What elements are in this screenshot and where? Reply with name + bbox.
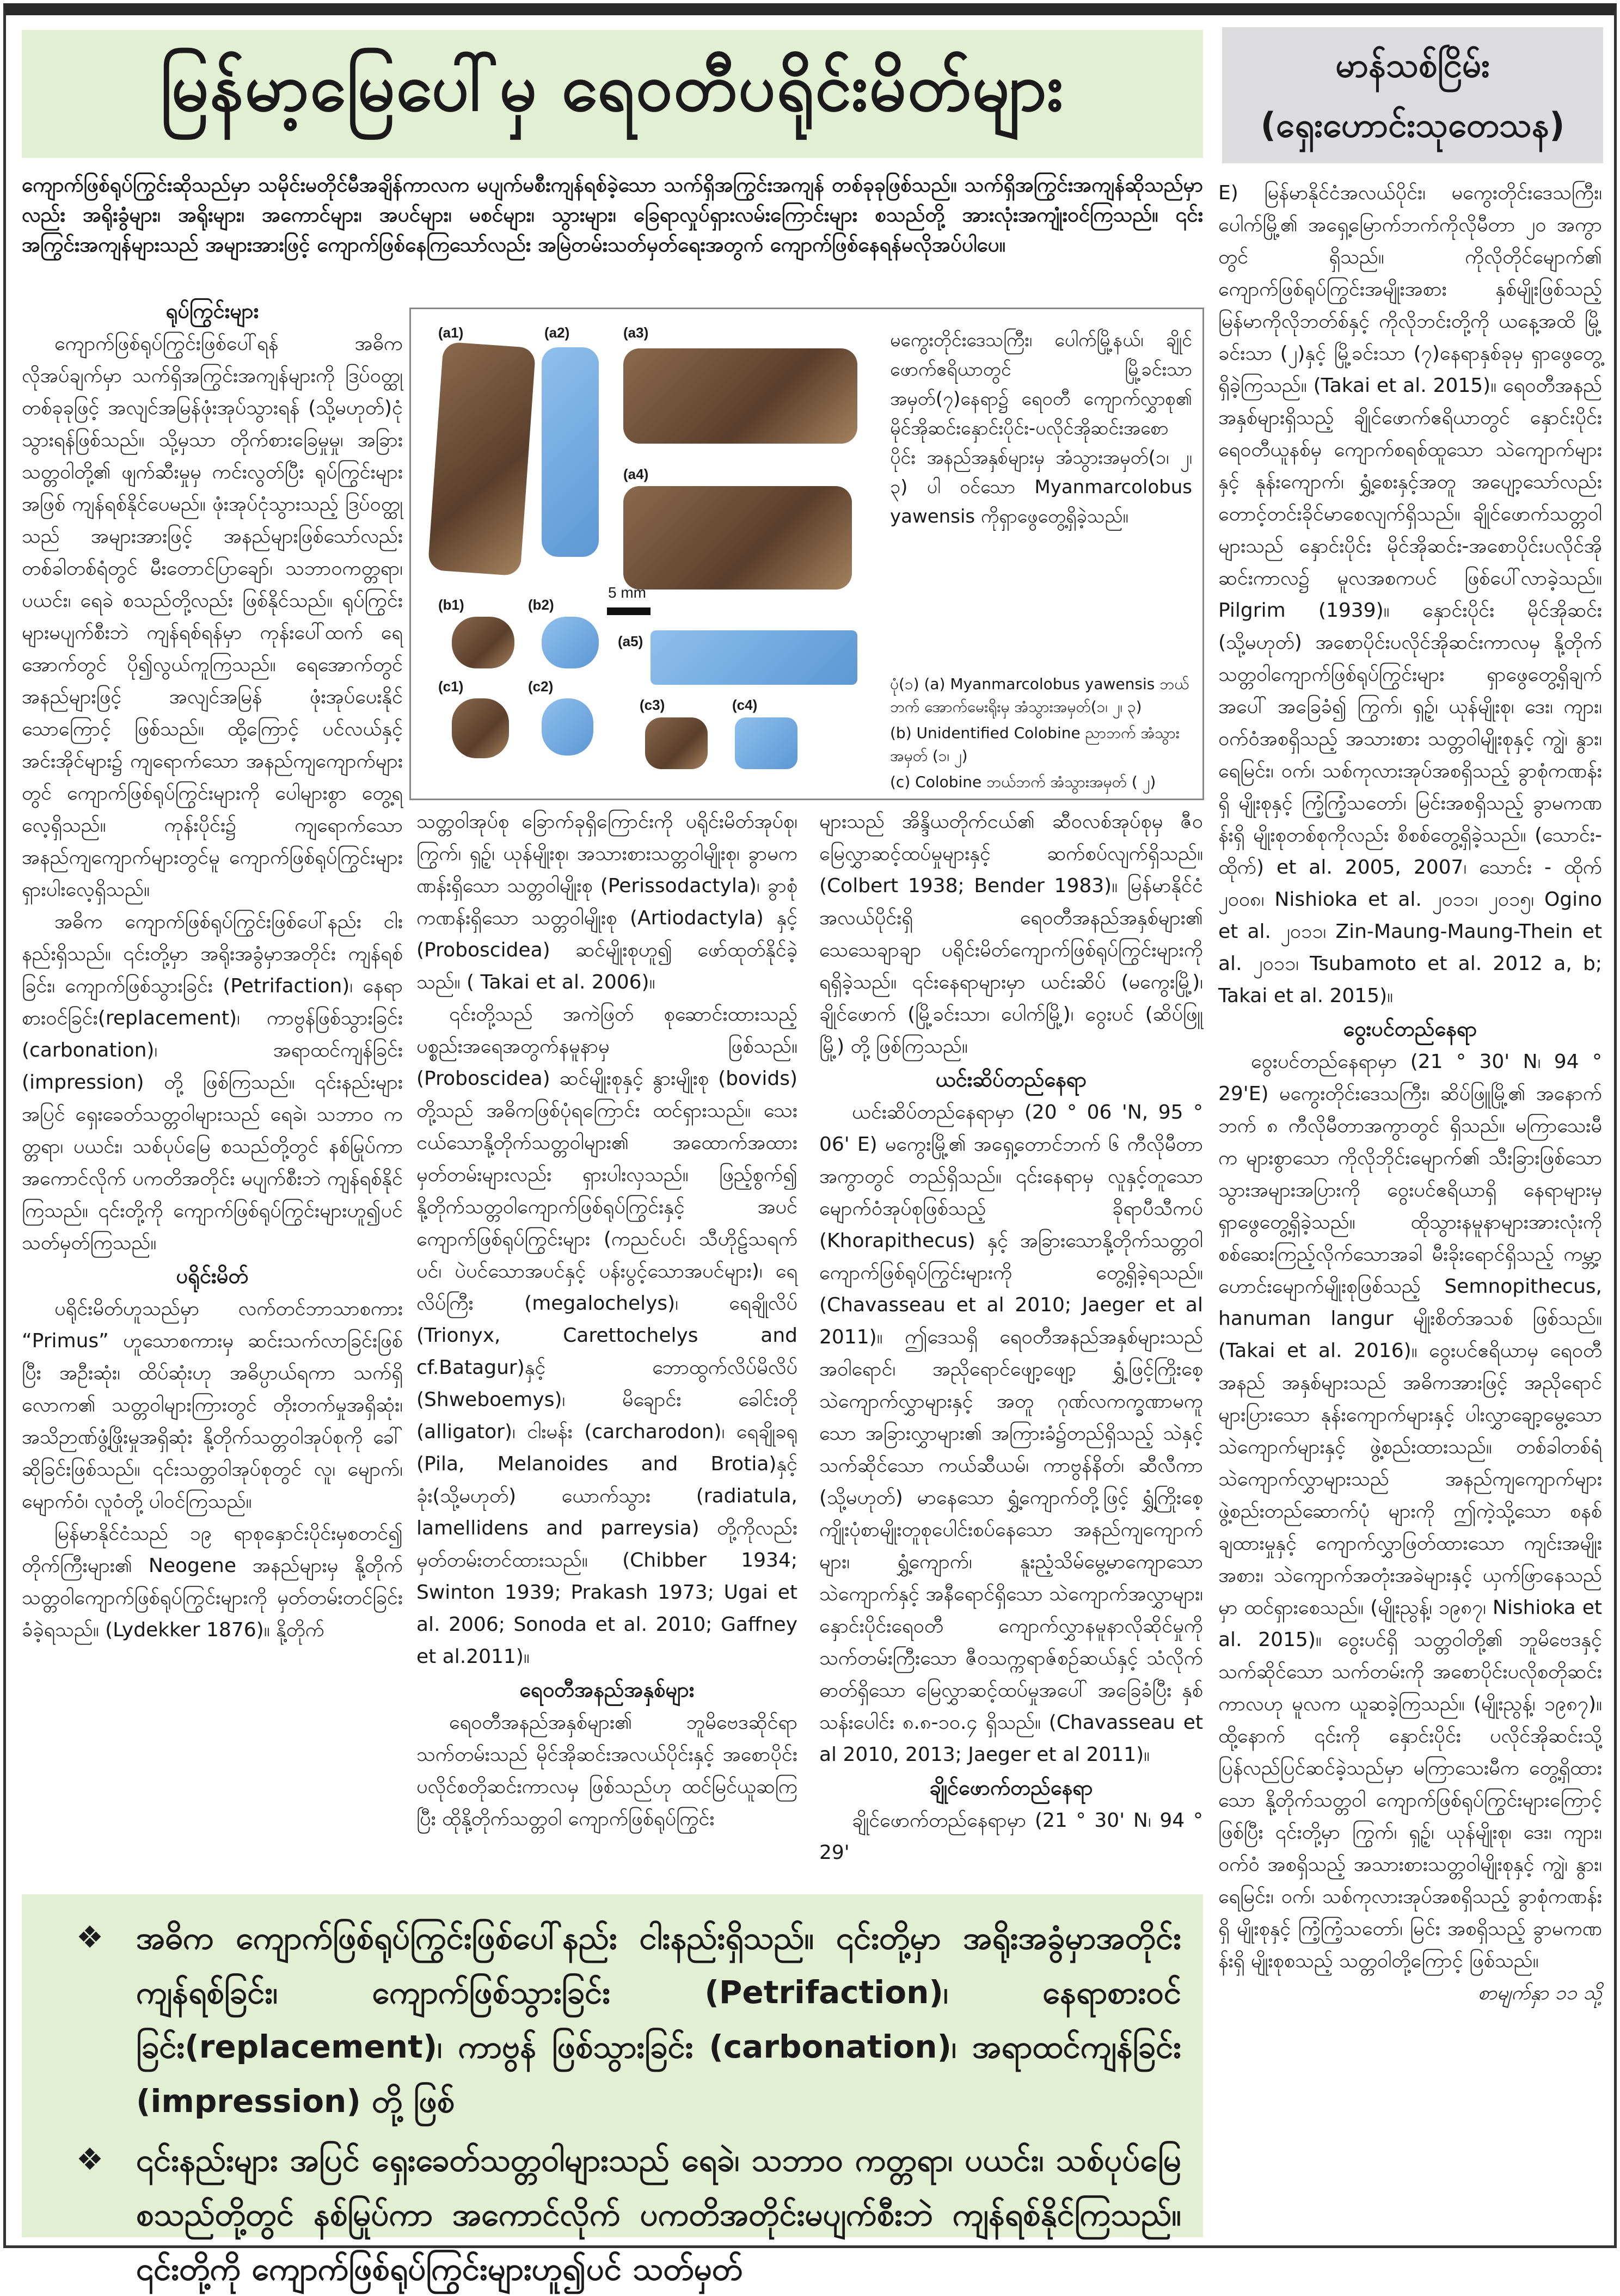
- paragraph: E) မြန်မာနိုင်ငံအလယ်ပိုင်း၊ မကွေးတိုင်းဒေသကြီး၊ ပေါက်မြို့၏ အရှေ့မြောက်ဘက်ကိုလိုမီတာ ၂၀ အကွာတွင် ရှိသည်။ ကိုလိုတိုင်မျောက်၏ ကျောက်ဖြစ်ရုပ်ကြွင်းအမျိုးအစား နှစ်မျိုးဖြစ်သည့် မြန်မာကိုလိုဘတ်စ်နှင့် ကိုလိုဘင်းတို့ကို ယနေ့အထိ မြို့ခင်းသာ (၂)နှင့် မြို့ခင်းသာ (၇)နေရာနှစ်ခုမှ ရှာဖွေတွေ့ရှိခဲ့ကြသည်။ (Takai et al. 2015)။ ရေဝတီအနည် အနှစ်များရှိသည့် ချိုင်ဖောက်ဧရိယာတွင် နှောင်းပိုင်းရေဝတီယူနစ်မှ ကျောက်စရစ်ထူသော သဲကျောက်များနှင့် နုန်းကျောက်၊ ရွှံ့စေးနှင့်အတူ အပျော့သော်လည်း တောင့်တင်းခိုင်မာစေလျက်ရှိသည်။ ချိုင်ဖောက်သတ္တဝါများသည် နှောင်းပိုင်း မိုင်အိုဆင်း-အစောပိုင်းပလိုင်အိုဆင်းကာလ၌ မူလအစကပင် ဖြစ်ပေါ်လာခဲ့သည်။ Pilgrim (1939)။ နှောင်းပိုင်း မိုင်အိုဆင်း (သို့မဟုတ်) အစောပိုင်းပလိုင်အိုဆင်းကာလမှ နို့တိုက်သတ္တဝါကျောက်ဖြစ်ရုပ်ကြွင်းများ ရှာဖွေတွေ့ရှိချက်အပေါ် အခြေခံ၍ ကြွက်၊ ရှဉ့်၊ ယုန်မျိုးစု၊ ဒေး၊ ကျား၊ ဝက်ဝံအစရှိသည့် အသားစား သတ္တဝါမျိုးစုနှင့် ကျွဲ၊ နွား၊ ရေမြင်း၊ ဝက်၊ သစ်ကုလားအုပ်အစရှိသည့် ခွာစုံကဏန်းရှိ မျိုးစုနှင့် ကြံ့ကြံ့သတော်၊ မြင်းအစရှိသည့် ခွာမကဏန်းရှိ မျိုးစုတစ်စုကိုလည်း စိစစ်တွေ့ရှိခဲ့သည်။ (သောင်း-ထိုက်) et al. 2005, 2007၊ သောင်း - ထိုက် ၂၀၀၈၊ Nishioka et al. ၂၀၁၁၊ ၂၀၁၅၊ Ogino et al. ၂၀၁၁၊ Zin-Maung-Maung-Thein et al. ၂၀၁၁၊ Tsubamoto et al. 2012 a, b; Takai et al. 2015)။: [1218, 182, 1602, 1007]
- paragraph: ယင်းဆိပ်တည်နေရာမှာ (20 ° 06 'N, 95 ° 06' E) မကွေးမြို့၏ အရှေ့တောင်ဘက် ၆ ကီလိုမီတာ အကွာတွင် တည်ရှိသည်။ ၎င်းနေရာမှ လူနှင့်တူသော မျောက်ဝံအုပ်စုဖြစ်သည့် ခိုရာပီသီကပ် (Khorapithecus) နှင့် အခြားသောနို့တိုက်သတ္တဝါ ကျောက်ဖြစ်ရုပ်ကြွင်းများကို တွေ့ရှိခဲ့ရသည်။ (Chavasseau et al 2010; Jaeger et al 2011)။ ဤဒေသရှိ ရေဝတီအနည်အနှစ်များသည် အဝါရောင်၊ အညိုရောင်ဖျော့ဖျော့ ရွှံ့ဖြင့်ကြိုးစေ့ သဲကျောက်လွှာများနှင့် အတူ ဂုဏ်လကက္ခဏာမကူသော အခြားလွှာများ၏ အကြားခံ၌တည်ရှိသည့် သဲနှင့်သက်ဆိုင်သော ကယ်ဆီယမ်၊ ကာဗွန်နိတ်၊ ဆီလီကာ (သို့မဟုတ်) မာနေသော ရွှံ့ကျောက်တို့ဖြင့် ရွှံ့ကြိုးစေ့ ကျိုးပုံစာမျိုးတူစုပေါင်းစပ်နေသော အနည်ကျကျောက်များ၊ ရွှံ့ကျောက်၊ နူးညံ့သိမ်မွေ့မာကျောသော သဲကျောက်နှင့် အနီရောင်ရှိသော သဲကျောက်အလွှာများ၊ နှောင်းပိုင်းရေဝတီ ကျောက်လွှာနမူနာလိုဆိုင်မှုကို သက်တမ်းကြီးသော ဇီဝသက္ကရာဇ်စဉ်ဆယ်နှင့် သံလိုက်ဓာတ်ရှိသော မြေလွှာဆင့်ထပ်မှုအပေါ် အခြေခံပြီး နှစ်သန်းပေါင်း ၈.၈-၁၀.၄ ရှိသည်။ (Chavasseau et al 2010, 2013; Jaeger et al 2011)။: [819, 1101, 1203, 1766]
- scan-c2: [542, 698, 593, 756]
- paragraph: ချိုင်ဖောက်တည်နေရာမှာ (21 ° 30' N၊ 94 ° 29': [819, 1809, 1203, 1864]
- panel-label: (c4): [732, 697, 758, 713]
- author-name: မာန်သစ်ငြိမ်း: [1335, 45, 1490, 85]
- panel-label: (a2): [544, 324, 570, 341]
- column-4: [1218, 177, 1602, 2229]
- legend-b: (b) Unidentified Colobine ညာဘက် အံသွားအမှတ် (၁၊ ၂): [890, 724, 1180, 765]
- paragraph: များသည် အိန္ဒိယတိုက်ငယ်၏ ဆီဝလစ်အုပ်စုမှ ဇီဝမြေလွှာဆင့်ထပ်မှုများနှင့် ဆက်စပ်လျက်ရှိသည်။ (Colbert 1938; Bender 1983)။ မြန်မာနိုင်ငံ အလယ်ပိုင်းရှိ ရေဝတီအနည်အနှစ်များ၏ သေသေချာချာ ပရိုင်းမိတ်ကျောက်ဖြစ်ရုပ်ကြွင်းများကို ရရှိခဲ့သည်။ ၎င်းနေရာများမှာ ယင်းဆိပ် (မကွေးမြို့)၊ ချိုင်ဖောက် (မြို့ခင်းသာ၊ ပေါက်မြို့)၊ ဝွေးပင် (ဆိပ်ဖြူမြို့) တို့ ဖြစ်ကြသည်။: [819, 811, 1203, 1058]
- paragraph: အဓိက ကျောက်ဖြစ်ရုပ်ကြွင်းဖြစ်ပေါ်နည်း ငါးနည်းရှိသည်။ ၎င်းတို့မှာ အရိုးအခွံမှာအတိုင်း ကျန်ရစ်ခြင်း၊ ကျောက်ဖြစ်သွားခြင်း (Petrifaction)၊ နေရာစားဝင်ခြင်း(replacement)၊ ကာဗွန်ဖြစ်သွားခြင်း (carbonation)၊ အရာထင်ကျန်ခြင်း (impression) တို့ ဖြစ်ကြသည်။ ၎င်းနည်းများ အပြင် ရှေးခေတ်သတ္တဝါများသည် ရေခဲ၊ သဘာဝ ကတ္တရာ၊ ပယင်း၊ သစ်ပုပ်မြေ စသည်တို့တွင် နစ်မြုပ်ကာ အကောင်လိုက် ပကတိအတိုင်း မပျက်စီးဘဲ ကျန်ရစ်နိုင်ကြသည်။ ၎င်းတို့ကို ကျောက်ဖြစ်ရုပ်ကြွင်းများဟူ၍ပင် သတ်မှတ်ကြသည်။: [22, 911, 403, 1254]
- article-title: မြန်မာ့မြေပေါ်မှ ရေဝတီပရိုင်းမိတ်များ: [22, 30, 1203, 158]
- paragraph: ၎င်းတို့သည် အကဲဖြတ် စုဆောင်းထားသည့် ပစ္စည်းအရေအတွက်နမူနာမှ ဖြစ်သည်။ (Proboscidea) ဆင်မျိုးစုနှင့် နွားမျိုးစု (bovids) တို့သည် အဓိကဖြစ်ပုံရကြောင်း ထင်ရှားသည်။ သေးငယ်သောနို့တိုက်သတ္တဝါများ၏ အထောက်အထား မှတ်တမ်းများလည်း ရှားပါးလှသည်။ ဖြည့်စွက်၍ နို့တိုက်သတ္တဝါကျောက်ဖြစ်ရုပ်ကြွင်းနှင့် အပင်ကျောက်ဖြစ်ရုပ်ကြွင်းများ (ကညင်ပင်၊ သီဟိုဠ်သရက်ပင်၊ ပဲပင်သောအပင်နှင့် ပန်းပွင့်သောအပင်များ)၊ ရေလိပ်ကြီး (megalochelys)၊ ရေချိုလိပ် (Trionyx, Carettochelys and cf.Batagur)နှင့် ဘောထွက်လိပ်မိလိပ် (Shweboemys)၊ မိချောင်း ခေါင်းတို (alligator)၊ ငါးမန်း (carcharodon)၊ ရေချိုခရု (Pila, Melanoides and Brotia)နှင့် ခုံး(သို့မဟုတ်) ယောက်သွား (radiatula, lamellidens and parreysia) တို့ကိုလည်း မှတ်တမ်းတင်ထားသည်။ (Chibber 1934; Swinton 1939; Prakash 1973; Ugai et al. 2006; Sonoda et al. 2010; Gaffney et al.2011)။: [416, 1003, 797, 1668]
- scan-a2: [542, 347, 599, 557]
- column-2: [416, 806, 797, 1889]
- column-3: [819, 806, 1203, 1889]
- intro-paragraph: [22, 170, 1203, 260]
- fossil-teeth-figure: [409, 308, 1204, 800]
- panel-label: (a1): [438, 324, 464, 341]
- panel-label: (b2): [528, 597, 554, 613]
- panel-label: (a4): [623, 466, 649, 482]
- continued-on-page: စာမျက်နှာ ၁၁ သို့: [1477, 1982, 1602, 2004]
- highlight-item: [44, 2133, 1181, 2296]
- bullet-icon: ❖: [76, 1920, 104, 1955]
- fossil-photo-b1: [452, 617, 514, 668]
- fossil-photo-a1: [428, 342, 536, 576]
- panel-label: (c2): [528, 678, 554, 695]
- highlight-text: ၎င်းနည်းများ အပြင် ရှေးခေတ်သတ္တဝါများသည် ရေခဲ၊ သဘာဝ ကတ္တရာ၊ ပယင်း၊ သစ်ပုပ်မြေ စသည်တို့တွင် နစ်မြုပ်ကာ အကောင်လိုက် ပကတိအတိုင်းမပျက်စီးဘဲ ကျန်ရစ်နိုင်ကြသည်။ ၎င်းတို့ကို ကျောက်ဖြစ်ရုပ်ကြွင်းများဟူ၍ပင် သတ်မှတ်: [136, 2141, 1181, 2287]
- legend-a: ပုံ(၁) (a) Myanmarcolobus yawensis ဘယ်ဘက် အောက်မေးရိုးမှ အံသွားအမှတ်(၁၊ ၂၊ ၃): [890, 675, 1189, 716]
- highlight-item: [44, 1911, 1181, 2128]
- fossil-photo-a4: [623, 486, 852, 590]
- fossil-photo-c1: [452, 698, 509, 758]
- paragraph: ကျောက်ဖြစ်ရုပ်ကြွင်းဖြစ်ပေါ်ရန် အဓိက လိုအပ်ချက်မှာ သက်ရှိအကြွင်းအကျန်များကို ဒြပ်ဝတ္ထုတစ်ခုခုဖြင့် အလျင်အမြန်ဖုံးအုပ်သွားရန် (သို့မဟုတ်)ငုံသွားရန်ဖြစ်သည်။ သို့မှသာ တိုက်စားခြေမှုမှု၊ အခြားသတ္တဝါတို့၏ ဖျက်ဆီးမှုမှ ကင်းလွတ်ပြီး ရုပ်ကြွင်းများအဖြစ် ကျန်ရစ်နိုင်ပေမည်။ ဖုံးအုပ်ငုံသွားသည့် ဒြပ်ဝတ္ထုသည် အများအားဖြင့် အနည်များဖြစ်သော်လည်း တစ်ခါတစ်ရံတွင် မီးတောင်ပြာချော်၊ သဘာဝကတ္တရာ၊ ပယင်း၊ ရေခဲ စသည်တို့လည်း ဖြစ်နိုင်သည်။ ရုပ်ကြွင်းများမပျက်စီးဘဲ ကျန်ရစ်ရန်မှာ ကုန်းပေါ်ထက် ရေအောက်တွင် ပို၍လွယ်ကူကြသည်။ ရေအောက်တွင် အနည်များဖြင့် အလျင်အမြန် ဖုံးအုပ်ပေးနိုင်သောကြောင့် ဖြစ်သည်။ ထို့ကြောင့် ပင်လယ်နှင့် အင်းအိုင်များ၌ ကျရောက်သော အနည်ကျကျောက်များတွင် ကျောက်ဖြစ်ရုပ်ကြွင်းများကို ပေါများစွာ တွေ့ရလေ့ရှိသည်။ ကုန်းပိုင်း၌ ကျရောက်သော အနည်ကျကျောက်များတွင်မူ ကျောက်ဖြစ်ရုပ်ကြွင်းများ ရှားပါးလေ့ရှိသည်။: [22, 333, 403, 901]
- intro-text: ကျောက်ဖြစ်ရုပ်ကြွင်းဆိုသည်မှာ သမိုင်းမတိုင်မီအချိန်ကာလက မပျက်မစီးကျန်ရစ်ခဲ့သော သက်ရှိအကြွင်းအကျန် တစ်ခုခုဖြစ်သည်။ သက်ရှိအကြွင်းအကျန်ဆိုသည်မှာလည်း အရိုးခွံများ၊ အရိုးများ၊ အကောင်များ၊ အပင်များ၊ မစင်များ၊ သွားများ၊ ခြေရာလှုပ်ရှားလမ်းကြောင်းများ စသည်တို့ အားလုံးအကျုံးဝင်ကြသည်။ ၎င်းအကြွင်းအကျန်များသည် အများအားဖြင့် ကျောက်ဖြစ်နေကြသော်လည်း အမြဲတမ်းသတ်မှတ်ရေးအတွက် ကျောက်ဖြစ်နေရန်မလိုအပ်ပါပေ။: [22, 173, 1203, 256]
- column-1: [22, 294, 403, 1886]
- panel-label: (b1): [438, 597, 464, 613]
- scan-c4: [735, 717, 797, 769]
- scale-bar: [607, 607, 651, 615]
- paragraph: သတ္တဝါအုပ်စု ခြောက်ခုရှိကြောင်းကို ပရိုင်းမိတ်အုပ်စု၊ ကြွက်၊ ရှဉ့်၊ ယုန်မျိုးစု၊ အသားစားသတ္တဝါမျိုးစု၊ ခွာမကဏန်းရှိသော သတ္တဝါမျိုးစု (Perissodactyla)၊ ခွာစုံကဏန်းရှိသော သတ္တဝါမျိုးစု (Artiodactyla) နှင့် (Proboscidea) ဆင်မျိုးစုဟူ၍ ဖော်ထုတ်နိုင်ခဲ့သည်။ ( Takai et al. 2006)။: [416, 811, 797, 993]
- panel-label: (c1): [438, 678, 464, 695]
- bullet-icon: ❖: [76, 2142, 104, 2177]
- section-heading: ရုပ်ကြွင်းများ: [165, 299, 259, 323]
- section-heading: ဝွေးပင်တည်နေရာ: [1343, 1017, 1477, 1041]
- paragraph: ဝွေးပင်တည်နေရာမှာ (21 ° 30' N၊ 94 ° 29'E) မကွေးတိုင်းဒေသကြီး၊ ဆိပ်ဖြူမြို့၏ အနောက်ဘက် ၈ ကီလိုမီတာအကွာတွင် ရှိသည်။ မကြာသေးမီက များစွာသော ကိုလိုဘိုင်းမျောက်၏ သီးခြားဖြစ်သော သွားအများအပြားကို ဝွေးပင်ဧရိယာရှိ နေရာများမှ ရှာဖွေတွေ့ရှိခဲ့သည်။ ထိုသွားနမူနာများအားလုံးကို စစ်ဆေးကြည့်လိုက်သောအခါ မီးခိုးရောင်ရှိသည့် ကမ္ဘာ့ဟောင်းမျောက်မျိုးစုဖြစ်သည့် Semnopithecus, hanuman langur မျိုးစိတ်အသစ် ဖြစ်သည်။ (Takai et al. 2016)။ ဝွေးပင်ဧရိယာမှ ရေဝတီအနည် အနှစ်များသည် အဓိကအားဖြင့် အညိုရောင်များပြားသော နုန်းကျောက်များနှင့် ပါးလွှာချော့မွေ့သော သဲကျောက်များနှင့် ဖွဲ့စည်းထားသည်။ တစ်ခါတစ်ရံ သဲကျောက်လွှာများသည် အနည်ကျကျောက်များ ဖွဲ့စည်းတည်ဆောက်ပုံ များကို ဤကဲ့သို့သော စနစ်ချထားမှုနှင့် ကျောက်လွှာဖြတ်ထားသော ကျင်းအမျိုးအစား၊ သဲကျောက်အတုံးအခဲများနှင့် ယှက်ဖြာနေသည်မှာ ထင်ရှားစေသည်။ (မျိုးညွန့်၊ ၁၉၈၇၊ Nishioka et al. 2015)။ ဝွေးပင်ရှိ သတ္တဝါတို့၏ ဘူမိဗေဒနှင့် သက်ဆိုင်သော သက်တမ်းကို အစောပိုင်းပလိုစတိုဆင်းကာလဟု မူလက ယူဆခဲ့ကြသည်။ (မျိုးညွန့်၊ ၁၉၈၇)။ ထို့နောက် ၎င်းကို နှောင်းပိုင်း ပလိုင်အိုဆင်းသို့ ပြန်လည်ပြင်ဆင်ခဲ့သည်မှာ မကြာသေးမီက တွေ့ရှိထားသော နို့တိုက်သတ္တဝါ ကျောက်ဖြစ်ရုပ်ကြွင်းများကြောင့်ဖြစ်ပြီး ၎င်းတို့မှာ ကြွက်၊ ရှဉ့်၊ ယုန်မျိုးစု၊ ဒေး၊ ကျား၊ ဝက်ဝံ အစရှိသည့် အသားစားသတ္တဝါမျိုးစုနှင့် ကျွဲ၊ နွား၊ ရေမြင်း၊ ဝက်၊ သစ်ကုလားအုပ်အစရှိသည့် ခွာစုံကဏန်းရှိ မျိုးစုနှင့် ကြံ့ကြံ့သတော်၊ မြင်း အစရှိသည့် ခွာမကဏန်းရှိ မျိုးစုစသည့် သတ္တဝါတို့ကြောင့် ဖြစ်သည်။: [1218, 1051, 1602, 1972]
- highlight-box: [22, 1894, 1203, 2287]
- figure-caption: မကွေးတိုင်းဒေသကြီး၊ ပေါက်မြို့နယ်၊ ချိုင်ဖောက်ဧရိယာတွင် မြို့ခင်းသာ အမှတ်(၇)နေရာ၌ ရေဝတီ ကျောက်လွှာစု၏ မိုင်အိုဆင်းနှောင်းပိုင်း-ပလိုင်အိုဆင်းအစောပိုင်း အနည်အနှစ်များမှ အံသွားအမှတ်(၁၊ ၂၊ ၃) ပါ ဝင်သော Myanmarcolobus yawensis ကိုရှာဖွေတွေ့ရှိခဲ့သည်။: [890, 329, 1192, 527]
- highlight-text: အဓိက ကျောက်ဖြစ်ရုပ်ကြွင်းဖြစ်ပေါ်နည်း ငါးနည်းရှိသည်။ ၎င်းတို့မှာ အရိုးအခွံမှာအတိုင်း ကျန်ရစ်ခြင်း၊ ကျောက်ဖြစ်သွားခြင်း (Petrifaction)၊ နေရာစားဝင်ခြင်း(replacement)၊ ကာဗွန် ဖြစ်သွားခြင်း (carbonation)၊ အရာထင်ကျန်ခြင်း (impression) တို့ ဖြစ်: [136, 1919, 1181, 2120]
- scale-label: 5 mm: [608, 584, 646, 601]
- scan-b2: [542, 617, 599, 668]
- paragraph: မြန်မာနိုင်ငံသည် ၁၉ ရာစုနှောင်းပိုင်းမှစတင်၍ တိုက်ကြီးများ၏ Neogene အနည်များမှ နို့တိုက်သတ္တဝါကျောက်ဖြစ်ရုပ်ကြွင်းများကို မှတ်တမ်းတင်ခြင်းခံခဲ့ရသည်။ (Lydekker 1876)။ နို့တိုက်: [22, 1523, 403, 1641]
- section-heading: ယင်းဆိပ်တည်နေရာ: [935, 1067, 1087, 1091]
- author-role: (ရှေးဟောင်းသုတေသန): [1260, 105, 1565, 145]
- figure-text-panel: [890, 326, 1192, 794]
- section-heading: ပရိုင်းမိတ်: [176, 1264, 249, 1288]
- fossil-photo-c3: [645, 717, 708, 769]
- author-box: [1222, 27, 1603, 163]
- paragraph: ရေဝတီအနည်အနှစ်များ၏ ဘူမိဗေဒဆိုင်ရာ သက်တမ်းသည် မိုင်အိုဆင်းအလယ်ပိုင်းနှင့် အစောပိုင်း ပလိုင်စတိုဆင်းကာလမှ ဖြစ်သည်ဟု ထင်မြင်ယူဆကြပြီး ထိုနို့တိုက်သတ္တဝါ ကျောက်ဖြစ်ရုပ်ကြွင်း: [416, 1711, 797, 1830]
- section-heading: ချိုင်ဖောက်တည်နေရာ: [929, 1776, 1093, 1800]
- paragraph: ပရိုင်းမိတ်ဟူသည်မှာ လက်တင်ဘာသာစကား “Primus” ဟူသောစကားမှ ဆင်းသက်လာခြင်းဖြစ်ပြီး အဦးဆုံး၊ ထိပ်ဆုံးဟု အဓိပ္ပာယ်ရကာ သက်ရှိလောက၏ သတ္တဝါများကြားတွင် တိုးတက်မှုအရှိဆုံး၊ အသိဉာဏ်ဖွံ့ဖြိုးမှုအရှိဆုံး နို့တိုက်သတ္တဝါအုပ်စုကို ခေါ်ဆိုခြင်းဖြစ်သည်။ ၎င်းသတ္တဝါအုပ်စုတွင် လူ၊ မျောက်၊ မျောက်ဝံ၊ လူဝံတို့ ပါဝင်ကြသည်။: [22, 1298, 403, 1513]
- legend-c: (c) Colobine ဘယ်ဘက် အံသွားအမှတ် ( ၂): [890, 773, 1156, 791]
- scan-a5: [651, 630, 857, 685]
- fossil-photo-a3: [623, 348, 857, 444]
- panel-label: (a5): [618, 633, 643, 649]
- figure-legend: [890, 670, 1192, 794]
- section-heading: ရေဝတီအနည်အနှစ်များ: [519, 1678, 695, 1702]
- panel-label: (a3): [623, 324, 649, 341]
- panel-label: (c3): [640, 697, 665, 713]
